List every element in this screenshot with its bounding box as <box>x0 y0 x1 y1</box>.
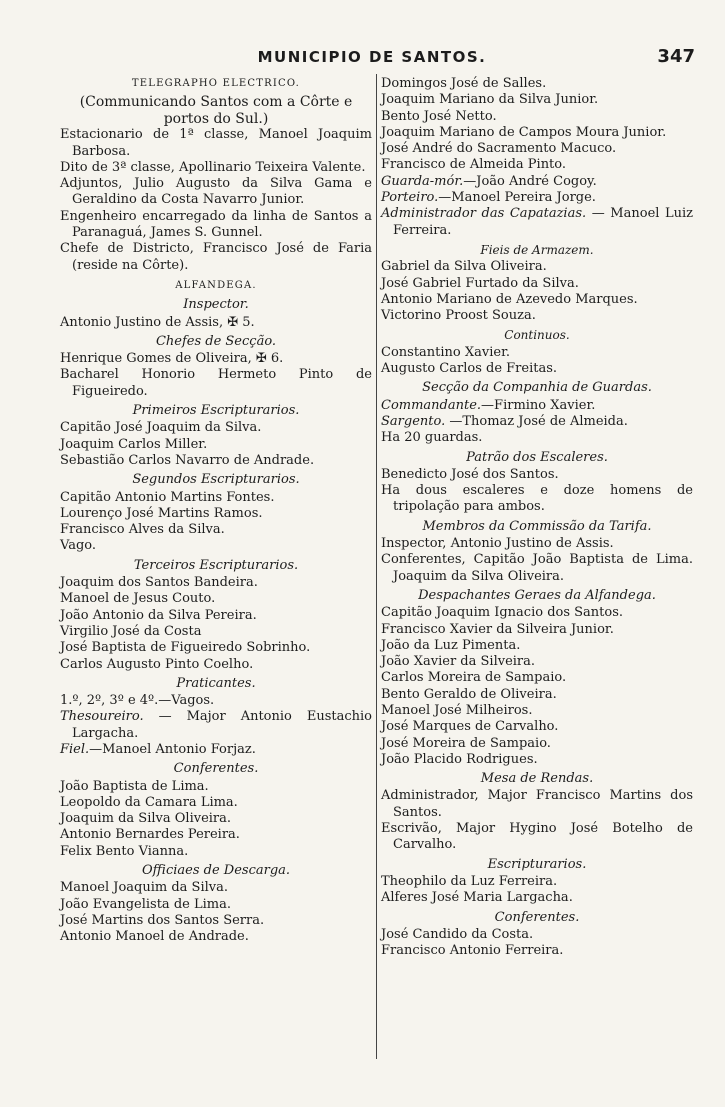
porteiro-text: —Manoel Pereira Jorge. <box>438 190 596 206</box>
page-header <box>0 48 725 72</box>
officiaes-list <box>60 880 372 945</box>
list-item: José Moreira de Sampaio. <box>381 735 551 751</box>
list-item: Joaquim da Silva Oliveira. <box>60 811 232 827</box>
list-item: Estacionario de 1ª classe, Manoel Joaquim Barbosa. <box>60 127 372 159</box>
list-item: Francisco Alves da Silva. <box>60 522 225 538</box>
guarda-mor-label: Guarda-mór. <box>381 173 464 189</box>
list-item: João Baptista de Lima. <box>60 778 209 794</box>
list-item: Chefe de Districto, Francisco José de Faria (reside na Côrte). <box>60 241 372 273</box>
list-item: Sebastião Carlos Navarro de Andrade. <box>60 452 315 468</box>
list-item: Gabriel da Silva Oliveira. <box>381 259 547 275</box>
list-item: José Baptista de Figueiredo Sobrinho. <box>60 640 311 656</box>
list-item: Virgilio José da Costa <box>60 623 202 639</box>
administrador-text: — Manoel Luiz Ferreira. <box>393 206 693 238</box>
inspector-list <box>60 315 372 331</box>
list-item: Antonio Bernardes Pereira. <box>60 827 240 843</box>
list-item: José Marques de Carvalho. <box>381 719 559 735</box>
list-item: Victorino Proost Souza. <box>381 308 536 324</box>
membros-list <box>381 536 693 585</box>
list-item: Francisco de Almeida Pinto. <box>381 157 567 173</box>
list-item: José Martins dos Santos Serra. <box>60 912 265 928</box>
list-item: José André do Sacramento Macuco. <box>381 141 617 157</box>
list-item: Bento José Netto. <box>381 108 497 124</box>
commandante-text: —Firmino Xavier. <box>481 397 596 413</box>
left-column <box>60 76 372 946</box>
porteiro-label: Porteiro. <box>381 190 439 206</box>
mesa-heading: Mesa de Rendas. <box>480 771 594 787</box>
praticantes-text: 1.º, 2º, 3º e 4º.—Vagos. <box>60 693 215 709</box>
list-item: Domingos José de Salles. <box>381 76 547 91</box>
list-item: Joaquim Carlos Miller. <box>60 436 208 452</box>
list-item: Antonio Justino de Assis, ✠ 5. <box>60 314 255 330</box>
guarda-mor-entry <box>381 174 693 190</box>
patrao-heading: Patrão dos Escaleres. <box>466 449 608 465</box>
list-item: Conferentes, Capitão João Baptista de Lima. Joaquim da Silva Oliveira. <box>381 552 693 584</box>
list-item: João Xavier da Silveira. <box>381 654 536 670</box>
list-item: Adjuntos, Julio Augusto da Silva Gama e Geraldino da Costa Navarro Junior. <box>60 176 372 208</box>
patrao-list <box>381 467 693 516</box>
fiel-label: Fiel. <box>60 741 90 757</box>
list-item: João Placido Rodrigues. <box>381 751 538 767</box>
sargento-label: Sargento. <box>381 413 446 429</box>
fiel-text: —Manoel Antonio Forjaz. <box>89 741 256 757</box>
list-item: Manoel de Jesus Couto. <box>60 591 216 607</box>
list-item: Capitão Joaquim Ignacio dos Santos. <box>381 605 624 621</box>
membros-heading: Membros da Commissão da Tarifa. <box>422 518 652 534</box>
list-item: Ha dous escaleres e doze homens de tripolação para ambos. <box>381 483 693 515</box>
chefes-list <box>60 351 372 400</box>
chefes-heading: Chefes de Secção. <box>155 333 277 349</box>
list-item: Antonio Mariano de Azevedo Marques. <box>381 291 638 307</box>
list-item: Theophilo da Luz Ferreira. <box>381 873 558 889</box>
section-heading-telegrapho: TELEGRAPHO ELECTRICO. <box>131 78 301 89</box>
right-column <box>381 76 693 959</box>
inspector-heading: Inspector. <box>183 297 249 313</box>
list-item: Francisco Antonio Ferreira. <box>381 943 564 959</box>
list-item: Capitão José Joaquim da Silva. <box>60 420 262 436</box>
escripturarios-heading: Escripturarios. <box>487 856 587 872</box>
list-item: Vago. <box>60 538 96 554</box>
terceiros-heading: Terceiros Escripturarios. <box>133 557 299 573</box>
list-item: José Gabriel Furtado da Silva. <box>381 275 579 291</box>
administrador-entry <box>381 206 693 239</box>
commandante-label: Commandante. <box>381 397 482 413</box>
list-item: Joaquim Mariano de Campos Moura Junior. <box>381 124 667 140</box>
list-item: Joaquim Mariano da Silva Junior. <box>381 92 599 108</box>
continuos-list <box>381 345 693 378</box>
list-item: Inspector, Antonio Justino de Assis. <box>381 536 614 552</box>
porteiro-entry <box>381 190 693 206</box>
despachantes-heading: Despachantes Geraes da Alfandega. <box>418 587 656 603</box>
conferentes-heading-left: Conferentes. <box>173 761 259 777</box>
commandante-entry <box>381 398 693 414</box>
column-divider <box>376 74 377 1059</box>
thesoureiro-entry <box>60 709 372 742</box>
list-item: Escrivão, Major Hygino José Botelho de Carvalho. <box>381 821 693 853</box>
list-item: Bento Geraldo de Oliveira. <box>381 686 557 702</box>
list-item: Manoel Joaquim da Silva. <box>60 880 228 896</box>
list-item: Benedicto José dos Santos. <box>381 466 559 482</box>
despachantes-list <box>381 605 693 768</box>
sargento-entry <box>381 414 693 430</box>
list-item: Alferes José Maria Largacha. <box>381 890 573 906</box>
officiaes-heading: Officiaes de Descarga. <box>141 863 291 879</box>
administrador-label: Administrador das Capatazias. <box>381 206 587 222</box>
list-item: Engenheiro encarregado da linha de Santos a Paranaguá, James S. Gunnel. <box>60 208 372 241</box>
list-item: Manoel José Milheiros. <box>381 702 533 718</box>
fieis-list <box>381 259 693 324</box>
list-item: Lourenço José Martins Ramos. <box>60 505 263 521</box>
fiel-entry <box>60 742 372 758</box>
primeiros-list <box>60 420 372 469</box>
conferentes-list-right <box>381 927 693 960</box>
conferentes-list-left <box>60 779 372 860</box>
list-item: Antonio Manoel de Andrade. <box>60 929 249 945</box>
list-item: Henrique Gomes de Oliveira, ✠ 6. <box>60 351 284 367</box>
list-item: Capitão Antonio Martins Fontes. <box>60 489 275 505</box>
mesa-list <box>381 788 693 853</box>
primeiros-heading: Primeiros Escripturarios. <box>132 403 300 419</box>
list-item: João da Luz Pimenta. <box>381 637 521 653</box>
guarda-mor-text: —João André Cogoy. <box>463 173 597 189</box>
list-item: Joaquim dos Santos Bandeira. <box>60 575 258 591</box>
list-item: Carlos Moreira de Sampaio. <box>381 670 567 686</box>
list-item: Administrador, Major Francisco Martins dos Santos. <box>381 788 693 820</box>
list-item: Augusto Carlos de Freitas. <box>381 361 558 377</box>
fieis-heading: Fieis de Armazem. <box>480 242 594 257</box>
continuos-heading: Continuos. <box>504 328 570 343</box>
segundos-heading: Segundos Escripturarios. <box>132 472 300 488</box>
list-item: João Evangelista de Lima. <box>60 896 231 912</box>
section-heading-alfandega: ALFANDEGA. <box>175 279 257 291</box>
list-item: Francisco Xavier da Silveira Junior. <box>381 621 614 637</box>
telegraph-subheading: (Communicando Santos com a Côrte e portos do Sul.) <box>79 94 353 127</box>
list-item: Constantino Xavier. <box>381 344 510 360</box>
list-item: Felix Bento Vianna. <box>60 843 189 859</box>
list-item: Bacharel Honorio Hermeto Pinto de Figueiredo. <box>60 367 372 399</box>
terceiros-list <box>60 575 372 673</box>
guardas-count: Ha 20 guardas. <box>381 430 483 446</box>
page-title: MUNICIPIO DE SANTOS. <box>257 48 487 66</box>
conferentes-heading-right: Conferentes. <box>494 909 580 925</box>
telegraph-list <box>60 127 372 274</box>
escripturarios-list <box>381 874 693 907</box>
sargento-text: —Thomaz José de Almeida. <box>445 413 628 429</box>
thesoureiro-label: Thesoureiro. <box>60 709 144 725</box>
thesoureiro-text: — Major Antonio Eustachio Largacha. <box>72 709 372 741</box>
list-item: Leopoldo da Camara Lima. <box>60 794 238 810</box>
top-list <box>381 76 693 174</box>
list-item: Dito de 3ª classe, Apollinario Teixeira Valente. <box>60 159 366 175</box>
praticantes-heading: Praticantes. <box>176 675 256 691</box>
page-number: 347 <box>657 46 695 67</box>
list-item: Carlos Augusto Pinto Coelho. <box>60 656 254 672</box>
list-item: João Antonio da Silva Pereira. <box>60 607 257 623</box>
list-item: José Candido da Costa. <box>381 926 534 942</box>
segundos-list <box>60 490 372 555</box>
guardas-heading: Secção da Companhia de Guardas. <box>422 380 652 396</box>
